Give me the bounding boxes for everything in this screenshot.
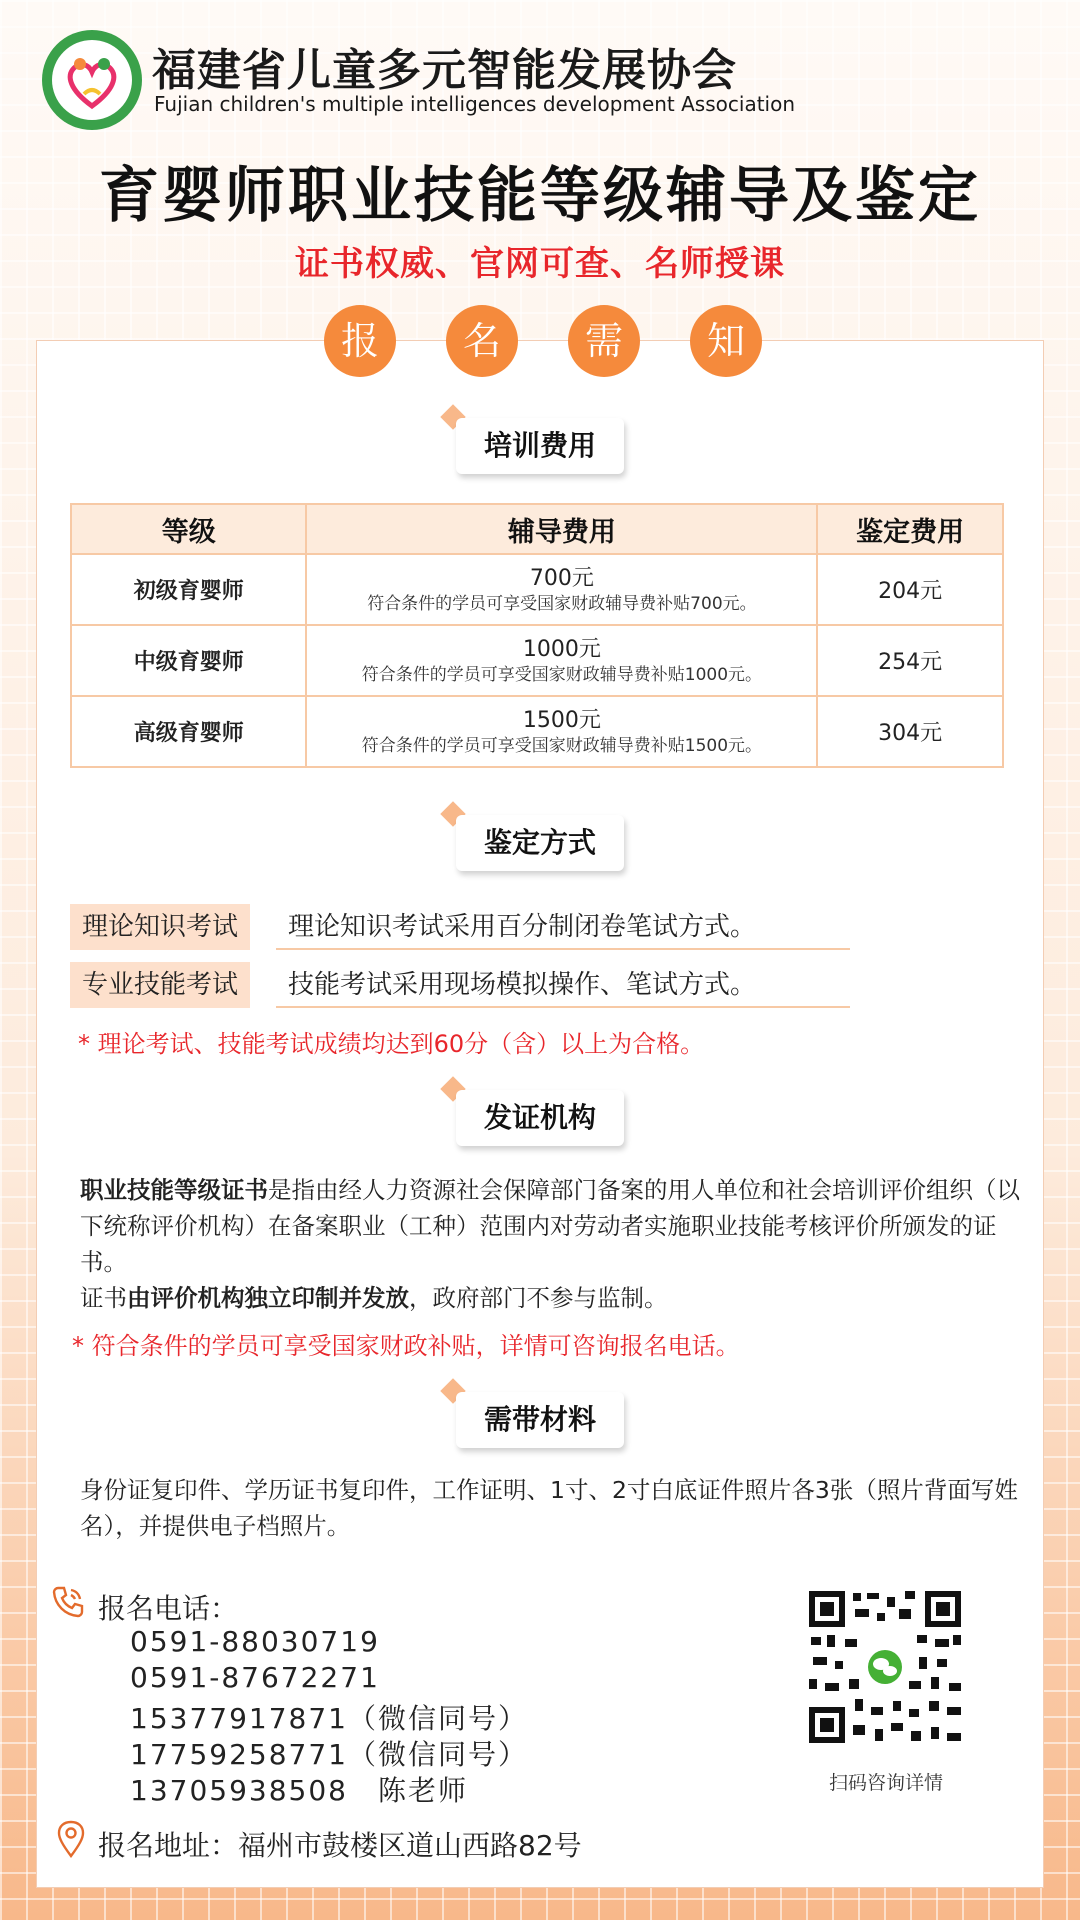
address: 报名地址：福州市鼓楼区道山西路82号 — [98, 1829, 582, 1862]
section-title-fee — [456, 418, 626, 476]
exam-fee-cell: 254元 — [817, 625, 1003, 696]
table-row — [71, 554, 1003, 625]
level-cell: 中级育婴师 — [71, 625, 306, 696]
qr-code-icon — [805, 1587, 965, 1747]
fee-cell — [306, 696, 817, 767]
level-cell: 高级育婴师 — [71, 696, 306, 767]
phone-icon — [50, 1584, 86, 1620]
section-title-method — [456, 815, 626, 873]
phone-number: 0591-87672271 — [130, 1661, 380, 1694]
qr-caption: 扫码咨询详情 — [828, 1772, 943, 1794]
table-header: 等级 — [71, 504, 306, 554]
issuer-bold: 由评价机构独立印制并发放 — [127, 1284, 409, 1312]
heart-family-logo-icon — [40, 28, 144, 132]
section-tab: 需带材料 — [456, 1392, 624, 1448]
table-header-row — [71, 504, 1003, 554]
org-name-en: Fujian children's multiple intelligences development Association — [154, 92, 796, 116]
phone-number: 17759258771（微信同号） — [130, 1738, 528, 1771]
fee-amount: 700元 — [529, 565, 594, 591]
exam-fee-cell: 304元 — [817, 696, 1003, 767]
circle-char-3: 需 — [568, 305, 640, 377]
method-label: 专业技能考试 — [70, 962, 250, 1008]
method-note: * 理论考试、技能考试成绩均达到60分（含）以上为合格。 — [78, 1030, 705, 1058]
issuer-text: ，政府部门不参与监制。 — [409, 1284, 668, 1312]
issuer-paragraph-2 — [80, 1280, 1020, 1316]
circle-char-4: 知 — [690, 305, 762, 377]
exam-fee-cell: 204元 — [817, 554, 1003, 625]
circle-char-2: 名 — [446, 305, 518, 377]
phone-number: 0591-88030719 — [130, 1625, 380, 1658]
issuer-text: 证书 — [80, 1284, 127, 1312]
notice-circles — [324, 305, 764, 377]
fee-cell — [306, 554, 817, 625]
issuer-text: 是指由经人力资源社会保障部门备案的用人单位和社会培训评价组织（以下统称评价机构）在备案职业（工种）范围内对劳动者实施职业技能考核评价所颁发的证书。 — [80, 1176, 1020, 1276]
method-row-theory — [70, 904, 850, 950]
method-label: 理论知识考试 — [70, 904, 250, 950]
issuer-paragraph-1 — [80, 1172, 1020, 1280]
method-row-skill — [70, 962, 850, 1008]
circle-char-1: 报 — [324, 305, 396, 377]
section-tab: 鉴定方式 — [456, 815, 624, 871]
section-title-issuer — [456, 1090, 626, 1148]
table-header: 辅导费用 — [306, 504, 817, 554]
level-cell: 初级育婴师 — [71, 554, 306, 625]
header — [40, 28, 1040, 138]
org-name-cn: 福建省儿童多元智能发展协会 — [152, 45, 737, 96]
method-desc: 技能考试采用现场模拟操作、笔试方式。 — [276, 962, 850, 1008]
location-pin-icon — [56, 1820, 86, 1858]
phone-number: 13705938508 陈老师 — [130, 1774, 468, 1807]
issuer-note: * 符合条件的学员可享受国家财政补贴，详情可咨询报名电话。 — [72, 1332, 740, 1360]
section-title-materials — [456, 1392, 626, 1450]
fee-note: 符合条件的学员可享受国家财政辅导费补贴1500元。 — [361, 735, 763, 756]
table-row — [71, 625, 1003, 696]
issuer-bold: 职业技能等级证书 — [80, 1176, 268, 1204]
section-tab: 发证机构 — [456, 1090, 624, 1146]
fee-amount: 1500元 — [522, 707, 601, 733]
section-tab: 培训费用 — [456, 418, 624, 474]
fee-amount: 1000元 — [522, 636, 601, 662]
fee-cell — [306, 625, 817, 696]
contact-label: 报名电话： — [98, 1592, 239, 1625]
fee-table — [70, 503, 1004, 768]
page-subtitle: 证书权威、官网可查、名师授课 — [295, 244, 785, 284]
phone-number: 15377917871（微信同号） — [130, 1702, 528, 1735]
table-header: 鉴定费用 — [817, 504, 1003, 554]
page-title: 育婴师职业技能等级辅导及鉴定 — [99, 161, 981, 231]
materials-text: 身份证复印件、学历证书复印件，工作证明、1寸、2寸白底证件照片各3张（照片背面写姓名），并提供电子档照片。 — [80, 1476, 1018, 1540]
fee-note: 符合条件的学员可享受国家财政辅导费补贴700元。 — [367, 593, 757, 614]
method-desc: 理论知识考试采用百分制闭卷笔试方式。 — [276, 904, 850, 950]
fee-note: 符合条件的学员可享受国家财政辅导费补贴1000元。 — [361, 664, 763, 685]
table-row — [71, 696, 1003, 767]
